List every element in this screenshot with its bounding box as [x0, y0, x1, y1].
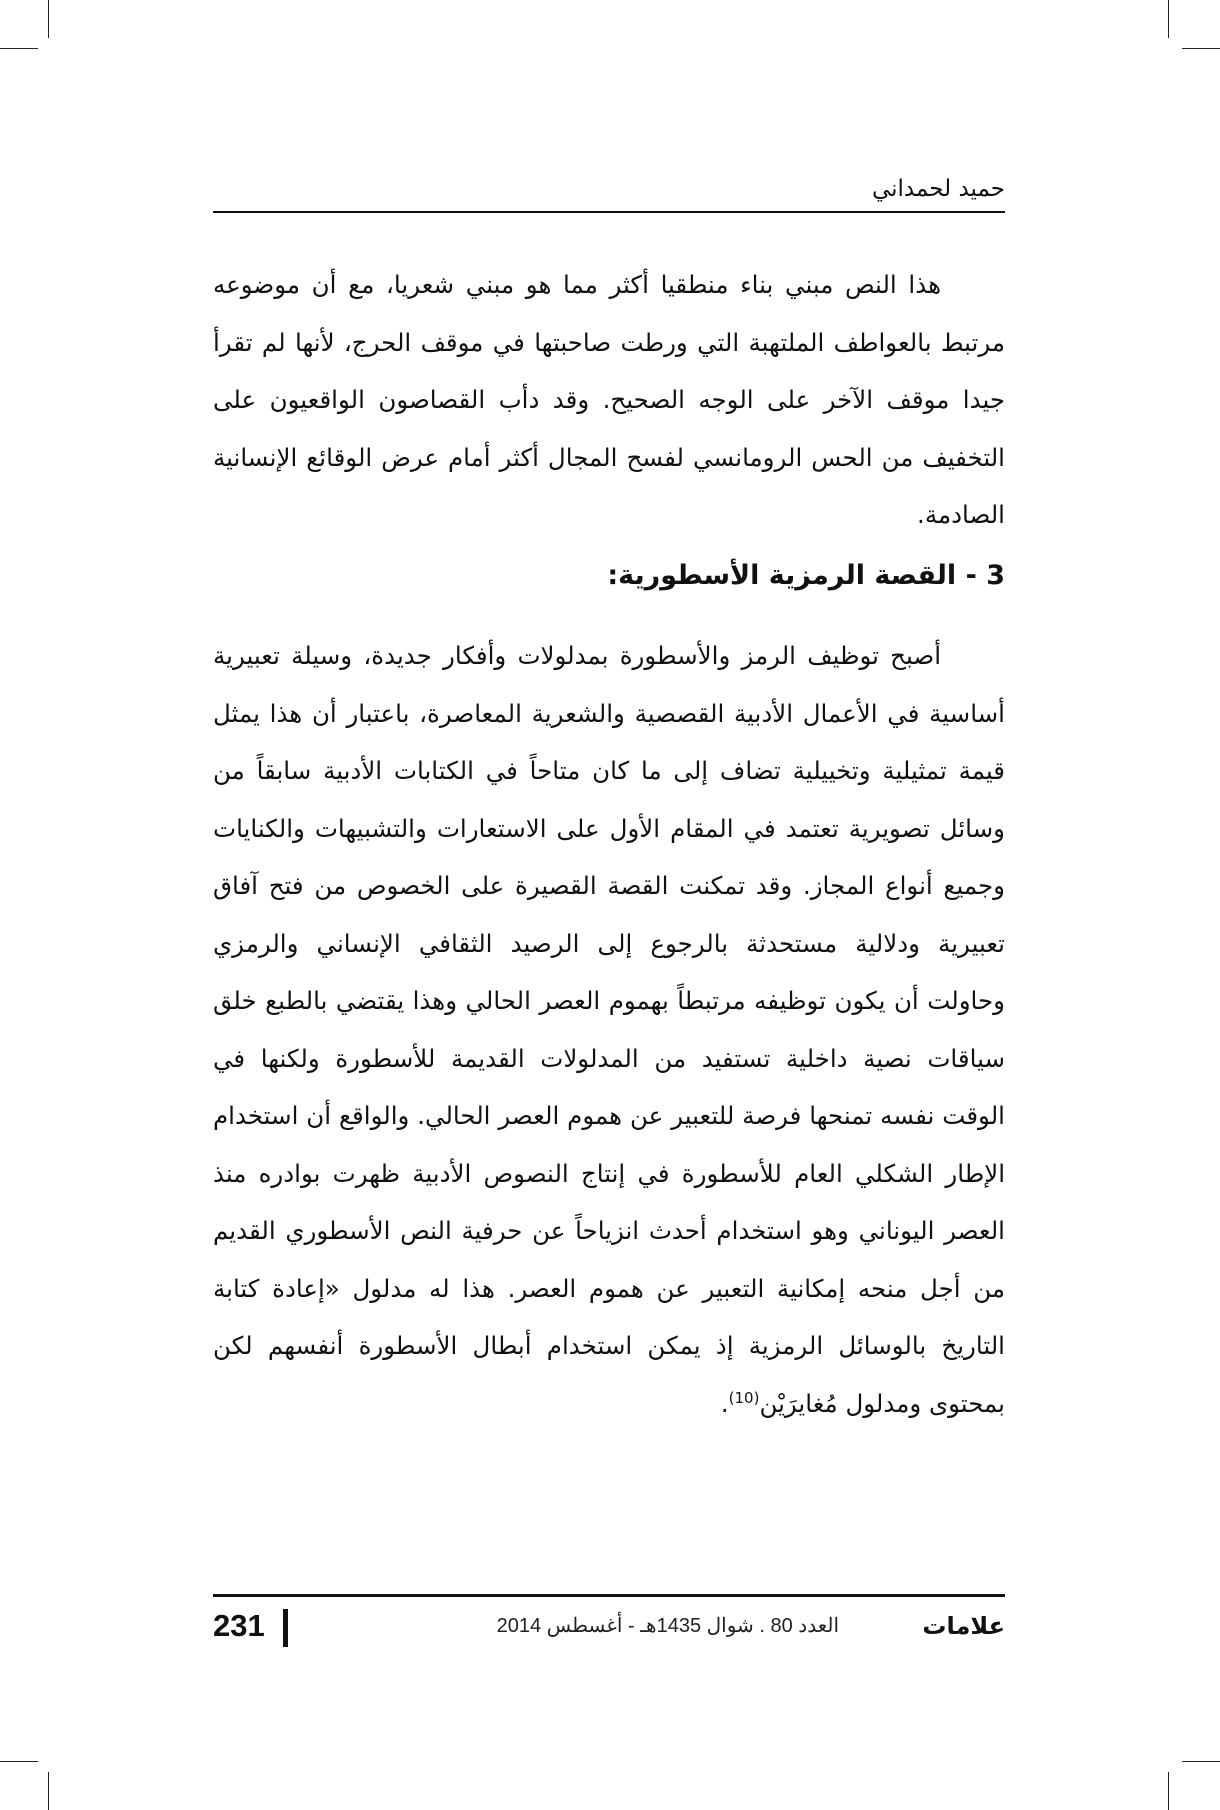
crop-mark-top-left-v: [48, 0, 49, 38]
running-head-author: حميد لحمداني: [871, 176, 1005, 202]
crop-mark-top-right-v: [1168, 0, 1169, 38]
crop-mark-bottom-right-h: [1182, 1761, 1220, 1762]
page-footer: [213, 1603, 1005, 1649]
footer-rule: [213, 1594, 1005, 1597]
issue-info: العدد 80 . شوال 1435هـ - أغسطس 2014: [496, 1615, 839, 1637]
book-page: [213, 0, 1005, 1810]
crop-mark-bottom-left-h: [0, 1761, 38, 1762]
footnote-reference[interactable]: (10): [728, 1388, 760, 1407]
crop-mark-bottom-left-v: [48, 1772, 49, 1810]
page-number: 231: [213, 1608, 265, 1643]
journal-logo: علامات: [922, 1612, 1005, 1640]
section-paragraph-text: أصبح توظيف الرمز والأسطورة بمدلولات وأفكار جديدة، وسيلة تعبيرية أساسية في الأعمال الأدبية القصصية والشعرية المعاصرة، باعتبار أن هذا يمثل قيمة تمثيلية وتخييلية تضاف إلى ما كان متاحاً في الكتابات الأدبية سابقاً من وسائل تصويرية تعتمد في المقام الأول على الاستعارات والتشبيهات والكنايات وجميع أنواع المجاز. وقد تمكنت القصة القصيرة على الخصوص من فتح آفاق تعبيرية ودلالية مستحدثة بالرجوع إلى الرصيد الثقافي الإنساني والرمزي وحاولت أن يكون توظيفه مرتبطاً بهموم العصر الحالي وهذا يقتضي بالطبع خلق سياقات نصية داخلية تستفيد من المدلولات القديمة للأسطورة ولكنها في الوقت نفسه تمنحها فرصة للتعبير عن هموم العصر الحالي. والواقع أن استخدام الإطار الشكلي العام للأسطورة في إنتاج النصوص الأدبية ظهرت بوادره منذ العصر اليوناني وهو استخدام أحدث انزياحاً عن حرفية النص الأسطوري القديم من أجل منحه إمكانية التعبير عن هموم العصر. هذا له مدلول «إعادة كتابة التاريخ بالوسائل الرمزية إذ يمكن استخدام أبطال الأسطورة أنفسهم لكن بمحتوى ومدلول مُغايرَيْن: [213, 641, 1005, 1418]
header-rule: [213, 211, 1005, 213]
crop-mark-bottom-right-v: [1168, 1772, 1169, 1810]
crop-mark-top-right-h: [1182, 48, 1220, 49]
intro-paragraph: هذا النص مبني بناء منطقيا أكثر مما هو مبني شعريا، مع أن موضوعه مرتبط بالعواطف الملتهبة التي ورطت صاحبتها في موقف الحرج، لأنها لم تقرأ جيدا موقف الآخر على الوجه الصحيح. وقد دأب القصاصون الواقعيون على التخفيف من الحس الرومانسي لفسح المجال أكثر أمام عرض الوقائع الإنسانية الصادمة.: [213, 270, 1005, 529]
footer-divider-bar: [283, 1609, 288, 1647]
section-paragraph-end: .: [720, 1388, 729, 1418]
intro-paragraph-block: [213, 256, 1005, 544]
section-paragraph-block: [213, 627, 1005, 1432]
section-paragraph: [213, 627, 1005, 1432]
section-heading: 3 - القصة الرمزية الأسطورية:: [607, 560, 1005, 591]
crop-mark-top-left-h: [0, 48, 38, 49]
